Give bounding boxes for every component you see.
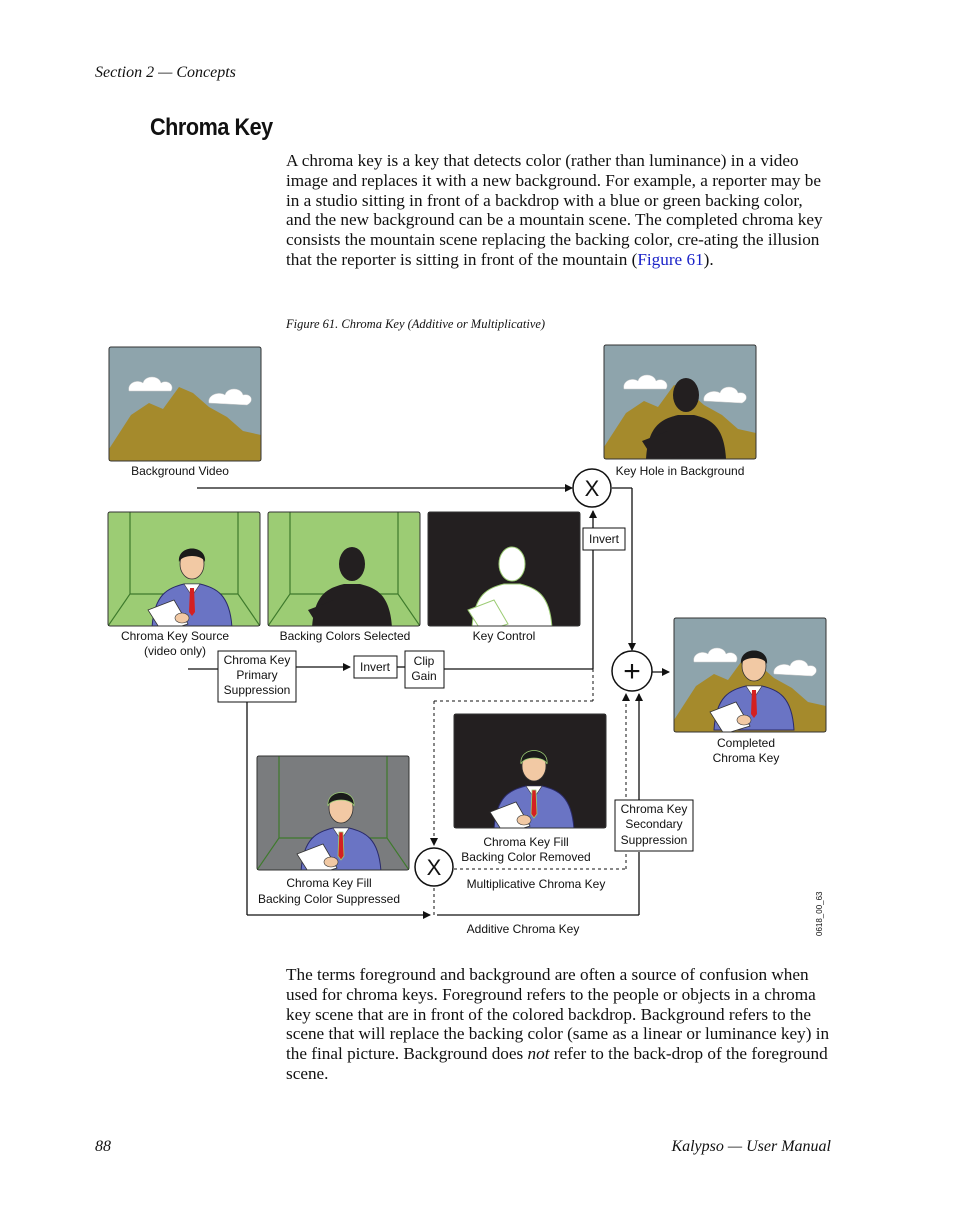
svg-text:Invert: Invert — [588, 532, 620, 546]
svg-text:X: X — [426, 855, 442, 880]
figure-code: 0618_00_63 — [815, 891, 824, 936]
label-multiplicative: Multiplicative Chroma Key — [466, 877, 606, 891]
label-fill-removed-1: Chroma Key Fill — [483, 835, 569, 849]
label-backing-colors-selected: Backing Colors Selected — [279, 629, 411, 643]
figure-caption: Figure 61. Chroma Key (Additive or Multiplicative) — [286, 317, 546, 331]
invert-box-mid — [354, 656, 397, 678]
intro-text: A chroma key is a key that detects color (rather than luminance) in a video image and replaces it with a new background. For example, a reporter may be in a studio sitting in front of a backdrop with a blue or green backing color, and the new background can be a mountain scene. The completed chroma key consists the mountain scene replacing the backing color, cre-ating the illusion that the reporter is sitting in front of the mountain ( — [286, 151, 823, 269]
body-paragraph — [286, 965, 831, 1084]
key-control-image — [428, 512, 580, 632]
svg-text:Gain: Gain — [411, 669, 437, 683]
multiply-node-bottom — [415, 848, 453, 886]
svg-text:Suppression: Suppression — [223, 683, 291, 697]
svg-text:X: X — [584, 476, 600, 501]
intro-text-end: ). — [703, 249, 714, 269]
primary-suppression-box — [218, 651, 296, 702]
label-additive: Additive Chroma Key — [466, 922, 580, 936]
completed-chroma-key-image — [674, 618, 826, 734]
fill-backing-removed-image — [454, 714, 606, 834]
svg-text:Chroma Key: Chroma Key — [620, 802, 688, 816]
label-key-control: Key Control — [472, 629, 536, 643]
svg-text:Chroma Key: Chroma Key — [223, 653, 291, 667]
svg-text:Primary: Primary — [236, 668, 278, 682]
label-completed: Completed — [716, 736, 776, 750]
background-video-image — [109, 347, 261, 461]
multiply-node-top — [573, 469, 611, 507]
label-chroma-key-source: Chroma Key Source — [120, 629, 230, 643]
svg-text:+: + — [623, 655, 641, 688]
label-key-hole: Key Hole in Background — [615, 464, 745, 478]
fill-backing-suppressed-image — [257, 756, 409, 876]
label-completed-chroma-key: Chroma Key — [712, 751, 780, 765]
page-number: 88 — [95, 1138, 111, 1155]
page-title: Chroma Key — [150, 114, 273, 141]
label-fill-suppressed-1: Chroma Key Fill — [286, 876, 372, 890]
backing-colors-selected-image — [268, 512, 420, 632]
manual-title: Kalypso — User Manual — [671, 1138, 831, 1155]
body-text: The terms foreground and background are often a source of confusion when used for chroma keys. Foreground refers to the people or objects in a chroma key scene that are in front of the colored backdrop. Background refers to the scene that will replace the backing color (same as a linear or luminance key) in the final picture. Background does — [286, 965, 830, 1064]
body-emphasis: not — [527, 1044, 550, 1064]
chroma-key-source-image — [108, 512, 260, 632]
svg-text:Invert: Invert — [359, 660, 391, 674]
key-hole-image — [604, 345, 756, 463]
body-text-end: refer to the back-drop of the foreground scene. — [286, 1044, 828, 1083]
section-header: Section 2 — Concepts — [95, 64, 236, 81]
figure-61-link[interactable]: Figure 61 — [637, 249, 704, 269]
secondary-suppression-box — [615, 800, 693, 851]
svg-text:Suppression: Suppression — [620, 833, 688, 847]
label-background-video: Background Video — [131, 464, 229, 478]
svg-text:Clip: Clip — [413, 654, 435, 668]
invert-box-top — [583, 528, 625, 550]
label-fill-suppressed-2: Backing Color Suppressed — [257, 892, 401, 906]
label-video-only: (video only) — [143, 644, 207, 658]
add-node — [612, 651, 652, 691]
label-fill-removed-2: Backing Color Removed — [461, 850, 591, 864]
svg-text:Secondary: Secondary — [625, 817, 683, 831]
clip-gain-box — [405, 651, 444, 688]
